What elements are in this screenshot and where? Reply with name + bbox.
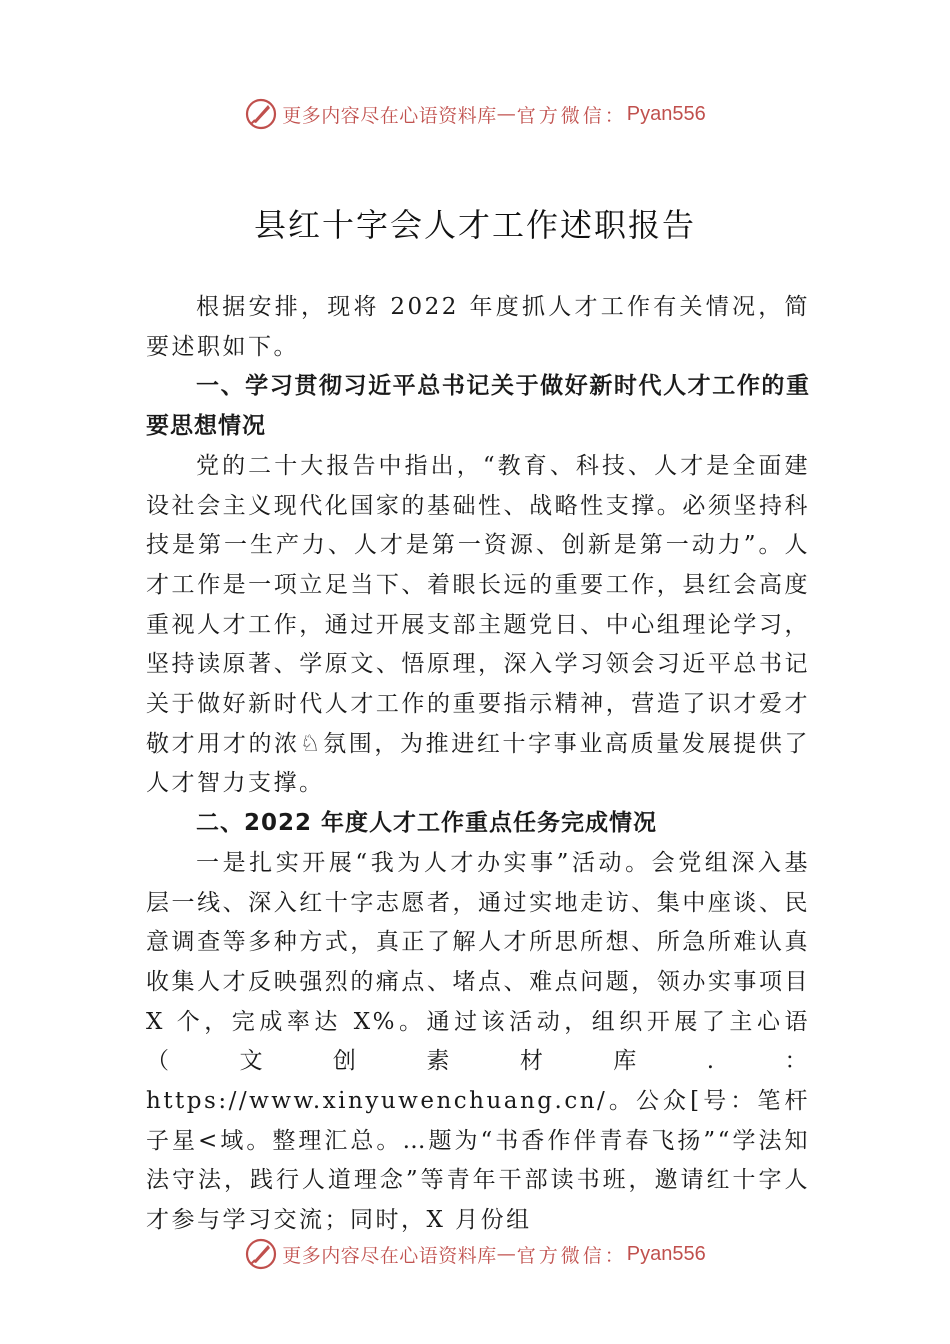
watermark-separator: — xyxy=(496,1243,517,1265)
watermark-wechat-id: Pyan556 xyxy=(626,102,706,125)
section-heading-1: 一、学习贯彻习近平总书记关于做好新时代人才工作的重要思想情况 xyxy=(146,373,810,440)
watermark-wechat-label: 官方微信： xyxy=(516,1244,627,1267)
watermark-separator: — xyxy=(496,103,517,125)
watermark-banner-top xyxy=(0,94,950,134)
watermark-brand-text: 更多内容尽在心语资料库 xyxy=(282,1244,497,1267)
intro-paragraph: 根据安排，现将 2022 年度抓人才工作有关情况，简要述职如下。 xyxy=(146,294,810,360)
watermark-banner-bottom xyxy=(0,1234,950,1274)
watermark-wechat-label: 官方微信： xyxy=(516,104,627,127)
document-title: 县红十字会人才工作述职报告 xyxy=(253,206,696,244)
watermark-brand-text: 更多内容尽在心语资料库 xyxy=(282,104,497,127)
document-body xyxy=(146,288,810,1241)
quill-pen-logo-icon xyxy=(244,97,278,131)
section-heading-2: 二、2022 年度人才工作重点任务完成情况 xyxy=(196,810,658,837)
quill-pen-logo-icon xyxy=(244,1237,278,1271)
body-paragraph-2: 一是扎实开展“我为人才办实事”活动。会党组深入基 层一线、深入红十字志愿者，通过实地走访、集中座谈、民意调查等多种方式，真正了解人才所思所想、所急所难认真收集人才反映强烈的痛点、堵点、难点问题，领办实事项目X 个，完成率达 X%。通过该活动，组织开展了主心语（文创素材库.：https://www.xinyuwenchuang.cn/。公众[号：笔杆子星<域。整理汇总。…题为“书香作伴青春飞扬”“学法知法守法，践行人道理念”等青年干部读书班，邀请红十字人才参与学习交流；同时，X 月份组 xyxy=(146,849,810,1234)
body-paragraph-1: 党的二十大报告中指出，“教育、科技、人才是全面建设社会主义现代化国家的基础性、战略性支撑。必须坚持科技是第一生产力、人才是第一资源、创新是第一动力”。人才工作是一项立足当下、着眼长远的重要工作，县红会高度重视人才工作，通过开展支部主题党日、中心组理论学习，坚持读原著、学原文、悟原理，深入学习领会习近平总书记关于做好新时代人才工作的重要指示精神，营造了识才爱才敬才用才的浓♘氛围，为推进红十字事业高质量发展提供了人才智力支撑。 xyxy=(146,452,810,797)
watermark-wechat-id: Pyan556 xyxy=(626,1242,706,1265)
